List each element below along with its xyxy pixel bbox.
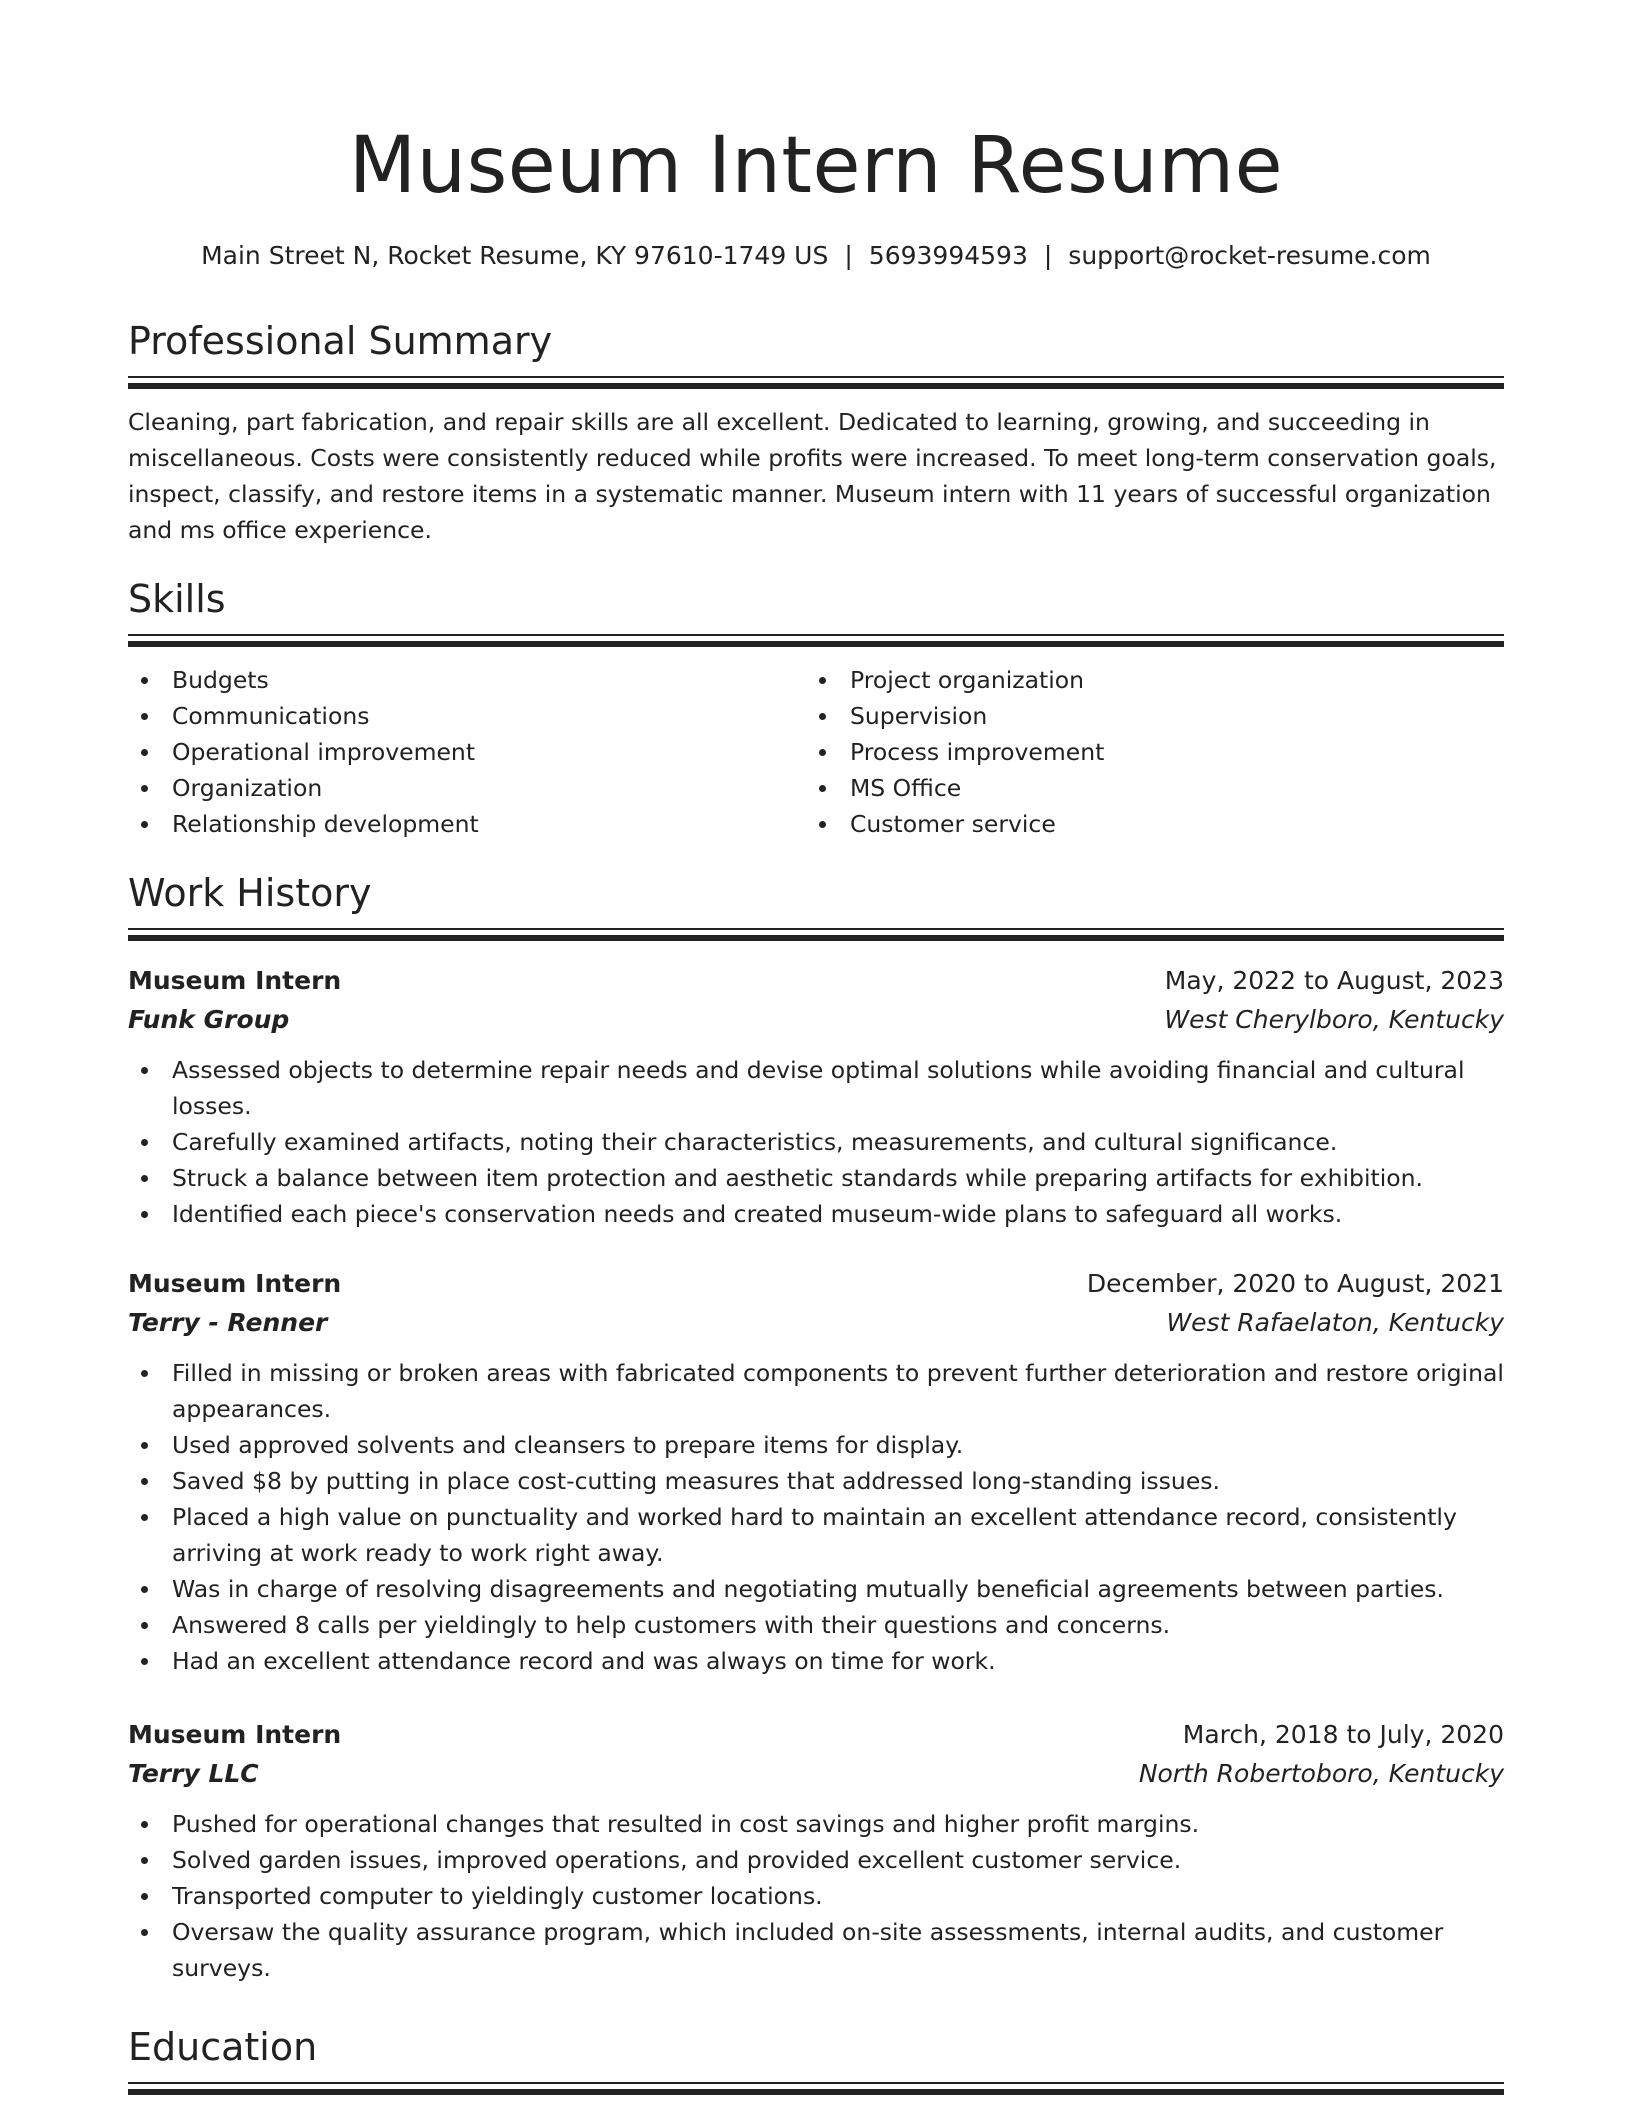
- bullet-icon: [141, 713, 148, 720]
- bullet-icon: [141, 1586, 148, 1593]
- job-entry: [128, 1265, 1504, 1679]
- skill-item: Organization: [128, 770, 806, 806]
- section-divider: [128, 2082, 1504, 2096]
- bullet-icon: [141, 1658, 148, 1665]
- summary-text: Cleaning, part fabrication, and repair skills are all excellent. Dedicated to learning, growing, and succeeding in miscellaneous. Costs were consistently reduced while profits were increased. To meet long-term conservation goals, inspect, classify, and restore items in a systematic manner. Museum intern with 11 years of successful organization and ms office experience.: [128, 408, 1497, 544]
- bullet-icon: [819, 713, 826, 720]
- work-history-section: [128, 870, 1504, 942]
- job-company: Terry - Renner: [128, 1308, 328, 1337]
- section-title: Professional Summary: [128, 319, 553, 363]
- bullet-icon: [141, 677, 148, 684]
- bullet-icon: [141, 1211, 148, 1218]
- section-title: Work History: [128, 871, 372, 915]
- job-dates: March, 2018 to July, 2020: [1182, 1720, 1504, 1749]
- bullet-icon: [141, 1857, 148, 1864]
- contact-email: support@rocket-resume.com: [1068, 241, 1431, 270]
- job-bullet: Was in charge of resolving disagreements and negotiating mutually beneficial agreements between parties.: [128, 1571, 1504, 1607]
- skills-column-right: [806, 662, 1484, 842]
- bullet-icon: [141, 1370, 148, 1377]
- job-bullet: Assessed objects to determine repair needs and devise optimal solutions while avoiding financial and cultural losses.: [128, 1052, 1504, 1124]
- skills-column-left: [128, 662, 806, 842]
- job-bullet: Identified each piece's conservation needs and created museum-wide plans to safeguard all works.: [128, 1196, 1504, 1232]
- skill-item: Communications: [128, 698, 806, 734]
- job-title: Museum Intern: [128, 1720, 342, 1749]
- job-bullet: Carefully examined artifacts, noting their characteristics, measurements, and cultural significance.: [128, 1124, 1504, 1160]
- job-location: West Cherylboro, Kentucky: [1164, 1005, 1504, 1034]
- contact-separator: |: [844, 241, 853, 270]
- skill-item: MS Office: [806, 770, 1484, 806]
- section-divider: [128, 376, 1504, 390]
- job-bullet: Struck a balance between item protection and aesthetic standards while preparing artifacts for exhibition.: [128, 1160, 1504, 1196]
- job-company: Terry LLC: [128, 1759, 259, 1788]
- skill-item: Operational improvement: [128, 734, 806, 770]
- education-section: [128, 2024, 1504, 2096]
- bullet-icon: [141, 785, 148, 792]
- section-divider: [128, 928, 1504, 942]
- resume-name: Museum Intern Resume: [348, 121, 1284, 211]
- job-dates: December, 2020 to August, 2021: [1086, 1269, 1504, 1298]
- section-title: Education: [128, 2025, 318, 2069]
- skill-item: Relationship development: [128, 806, 806, 842]
- job-bullet: Saved $8 by putting in place cost-cutting measures that addressed long-standing issues.: [128, 1463, 1504, 1499]
- skill-item: Supervision: [806, 698, 1484, 734]
- job-bullet: Pushed for operational changes that resulted in cost savings and higher profit margins.: [128, 1806, 1504, 1842]
- job-bullet: Transported computer to yieldingly customer locations.: [128, 1878, 1504, 1914]
- contact-separator: |: [1043, 241, 1053, 270]
- bullet-icon: [141, 1929, 148, 1936]
- skill-item: Budgets: [128, 662, 806, 698]
- contact-address: Main Street N, Rocket Resume, KY 97610-1749 US: [201, 241, 829, 270]
- skill-item: Customer service: [806, 806, 1484, 842]
- job-dates: May, 2022 to August, 2023: [1164, 966, 1504, 995]
- job-entry: [128, 962, 1504, 1232]
- job-bullet: Solved garden issues, improved operations, and provided excellent customer service.: [128, 1842, 1504, 1878]
- job-location: West Rafaelaton, Kentucky: [1166, 1308, 1504, 1337]
- bullet-icon: [141, 1175, 148, 1182]
- job-title: Museum Intern: [128, 1269, 342, 1298]
- skill-item: Process improvement: [806, 734, 1484, 770]
- bullet-icon: [819, 785, 826, 792]
- bullet-icon: [141, 1067, 148, 1074]
- bullet-icon: [819, 677, 826, 684]
- job-bullet: Had an excellent attendance record and was always on time for work.: [128, 1643, 1504, 1679]
- job-entry: [128, 1716, 1504, 1986]
- skill-item: Project organization: [806, 662, 1484, 698]
- bullet-icon: [819, 821, 826, 828]
- job-bullet: Answered 8 calls per yieldingly to help customers with their questions and concerns.: [128, 1607, 1504, 1643]
- contact-phone: 5693994593: [868, 241, 1028, 270]
- job-bullet: Filled in missing or broken areas with fabricated components to prevent further deterioration and restore original appearances.: [128, 1355, 1504, 1427]
- contact-line: [128, 240, 1504, 272]
- job-bullet: Placed a high value on punctuality and worked hard to maintain an excellent attendance record, consistently arriving at work ready to work right away.: [128, 1499, 1504, 1571]
- bullet-icon: [141, 821, 148, 828]
- bullet-icon: [141, 1622, 148, 1629]
- bullet-icon: [141, 1514, 148, 1521]
- job-title: Museum Intern: [128, 966, 342, 995]
- job-location: North Robertoboro, Kentucky: [1138, 1759, 1504, 1788]
- job-bullet: Used approved solvents and cleansers to prepare items for display.: [128, 1427, 1504, 1463]
- section-divider: [128, 634, 1504, 648]
- bullet-icon: [141, 1139, 148, 1146]
- skills-grid: [128, 662, 1504, 842]
- bullet-icon: [141, 749, 148, 756]
- section-title: Skills: [128, 577, 226, 621]
- bullet-icon: [141, 1442, 148, 1449]
- bullet-icon: [141, 1893, 148, 1900]
- bullet-icon: [141, 1821, 148, 1828]
- job-company: Funk Group: [128, 1005, 290, 1034]
- skills-section: [128, 576, 1504, 842]
- job-bullet: Oversaw the quality assurance program, which included on-site assessments, internal audits, and customer surveys.: [128, 1914, 1504, 1986]
- summary-section: [128, 318, 1504, 548]
- bullet-icon: [819, 749, 826, 756]
- bullet-icon: [141, 1478, 148, 1485]
